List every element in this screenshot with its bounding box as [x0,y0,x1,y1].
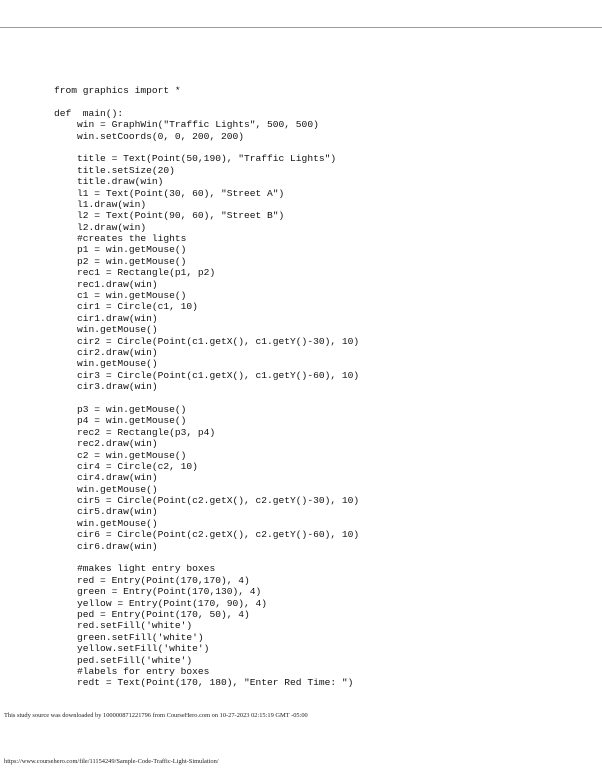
code-line: cir5 = Circle(Point(c2.getX(), c2.getY()-30), 10) [54,495,360,507]
code-line: title.setSize(20) [54,164,175,176]
code-line: cir6 = Circle(Point(c2.getX(), c2.getY()-60), 10) [54,529,360,541]
code-line: redt = Text(Point(170, 180), "Enter Red Time: ") [54,677,354,689]
code-line: cir5.draw(win) [54,506,158,518]
code-line: ped.setFill('white') [54,654,193,666]
code-line: #makes light entry boxes [54,563,216,575]
code-line: c2 = win.getMouse() [54,449,187,461]
code-line: #labels for entry boxes [54,665,210,677]
code-line: cir3 = Circle(Point(c1.getX(), c1.getY()-60), 10) [54,369,360,381]
code-line: yellow.setFill('white') [54,643,210,655]
code-blank-line [54,142,359,153]
code-listing [54,85,359,689]
code-line: l1.draw(win) [54,198,147,210]
code-line: cir2 = Circle(Point(c1.getX(), c1.getY()-30), 10) [54,335,360,347]
code-line: cir4 = Circle(c2, 10) [54,460,198,472]
code-blank-line [54,393,359,404]
code-line: green = Entry(Point(170,130), 4) [54,586,262,598]
code-line: rec2 = Rectangle(p3, p4) [54,426,216,438]
code-line: cir4.draw(win) [54,472,158,484]
code-line: cir3.draw(win) [54,381,158,393]
code-line: win.setCoords(0, 0, 200, 200) [54,130,244,142]
code-line: l1 = Text(Point(30, 60), "Street A") [54,187,285,199]
code-line: p3 = win.getMouse() [54,403,187,415]
code-line: from graphics import * [54,85,181,96]
code-line: rec2.draw(win) [54,438,158,450]
code-line: def main(): [54,107,124,119]
code-line: p1 = win.getMouse() [54,244,187,256]
code-line: l2 = Text(Point(90, 60), "Street B") [54,210,285,222]
code-line: p4 = win.getMouse() [54,415,187,427]
code-line: title.draw(win) [54,176,164,188]
code-line: cir1.draw(win) [54,312,158,324]
code-line: #creates the lights [54,233,187,245]
source-url[interactable]: https://www.coursehero.com/file/11154249/Sample-Code-Traffic-Light-Simulation/ [4,758,219,765]
code-line: l2.draw(win) [54,221,147,233]
code-line: yellow = Entry(Point(170, 90), 4) [54,597,268,609]
code-line: cir6.draw(win) [54,540,158,552]
code-line: title = Text(Point(50,190), "Traffic Lights") [54,153,337,165]
code-line: c1 = win.getMouse() [54,290,187,302]
code-line: win.getMouse() [54,517,158,529]
code-line: red = Entry(Point(170,170), 4) [54,574,250,586]
header-divider [0,27,602,28]
code-line: cir1 = Circle(c1, 10) [54,301,198,313]
code-line: green.setFill('white') [54,631,204,643]
code-line: cir2.draw(win) [54,346,158,358]
code-line: win.getMouse() [54,324,158,336]
code-line: p2 = win.getMouse() [54,255,187,267]
code-line: ped = Entry(Point(170, 50), 4) [54,608,250,620]
code-line: win.getMouse() [54,358,158,370]
code-line: red.setFill('white') [54,620,193,632]
code-blank-line [54,96,359,107]
code-line: win.getMouse() [54,483,158,495]
code-blank-line [54,552,359,563]
code-line: rec1 = Rectangle(p1, p2) [54,267,216,279]
code-line: win = GraphWin("Traffic Lights", 500, 500) [54,119,319,131]
download-source-note: This study source was downloaded by 100000871221796 from CourseHero.com on 10-27-2023 02:15:19 GMT -05:00 [4,712,308,719]
code-line: rec1.draw(win) [54,278,158,290]
